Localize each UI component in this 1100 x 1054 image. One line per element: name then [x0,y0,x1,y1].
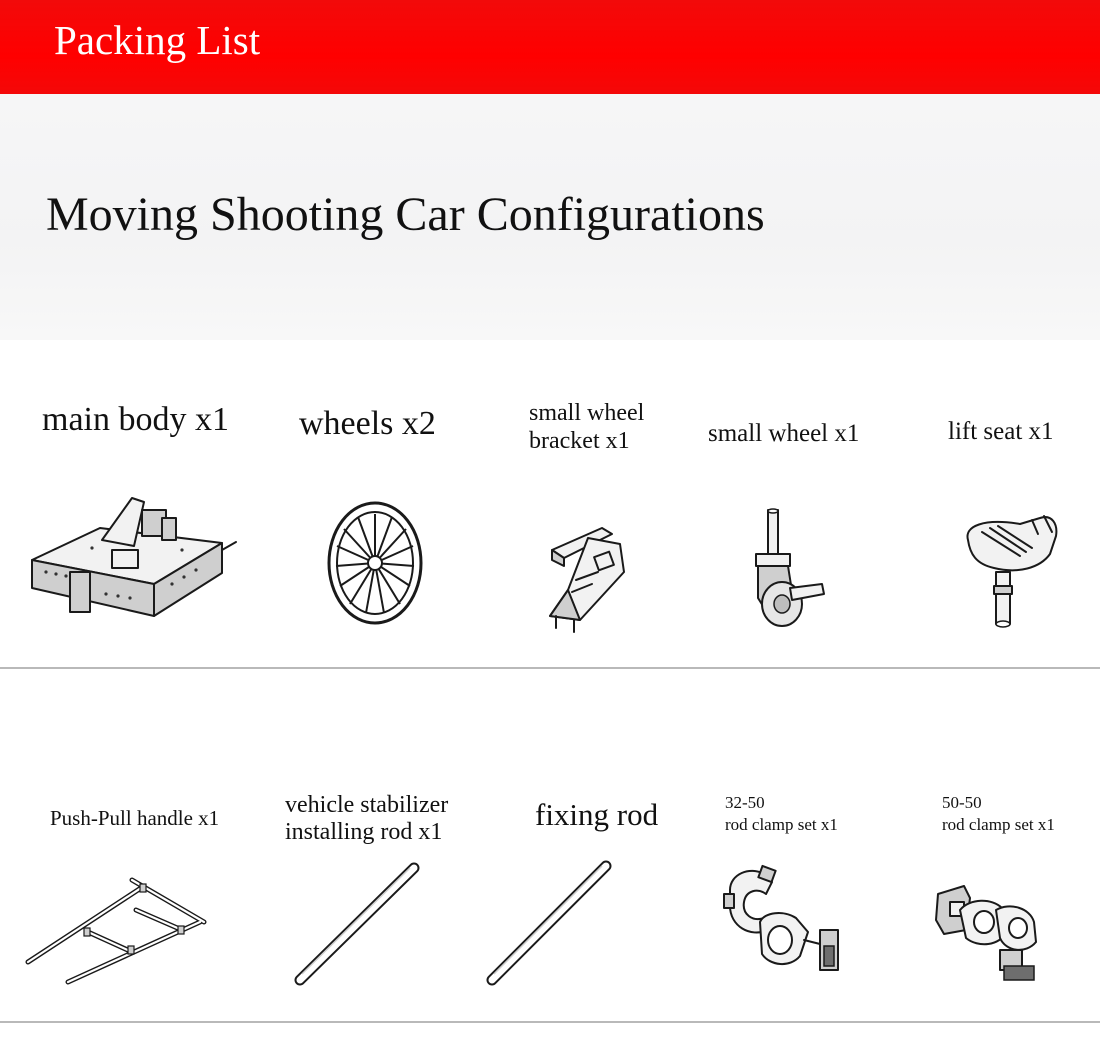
bottom-divider [0,1021,1100,1023]
rod-clamp-icon [720,860,848,991]
item-label-clamp-50-50: 50-50 rod clamp set x1 [942,793,1055,835]
item-label-wheel-bracket: small wheel bracket x1 [529,400,645,454]
page-title: Moving Shooting Car Configurations [46,188,765,241]
main-body-icon [22,488,242,643]
caster-wheel-icon [752,508,832,637]
item-label-main-body: main body x1 [42,401,229,438]
row-divider [0,667,1100,669]
header-bar [0,0,1100,94]
stabilizer-rod-icon [290,860,424,993]
item-label-fixing-rod: fixing rod [535,797,659,832]
item-label-lift-seat: lift seat x1 [948,418,1054,445]
item-label-push-pull-handle: Push-Pull handle x1 [50,806,220,830]
item-label-clamp-32-50: 32-50 rod clamp set x1 [725,793,838,835]
fixing-rod-icon [482,858,616,993]
lift-seat-icon [960,506,1064,641]
header-title: Packing List [54,17,261,63]
item-label-wheels: wheels x2 [299,405,436,442]
item-label-stabilizer-rod: vehicle stabilizer installing rod x1 [285,792,449,845]
hero-section [0,94,1100,340]
item-label-small-wheel: small wheel x1 [708,420,860,447]
push-pull-handle-icon [24,876,210,991]
wheel-icon [322,496,428,635]
rod-clamp-icon [930,880,1056,995]
wheel-bracket-icon [532,520,632,641]
